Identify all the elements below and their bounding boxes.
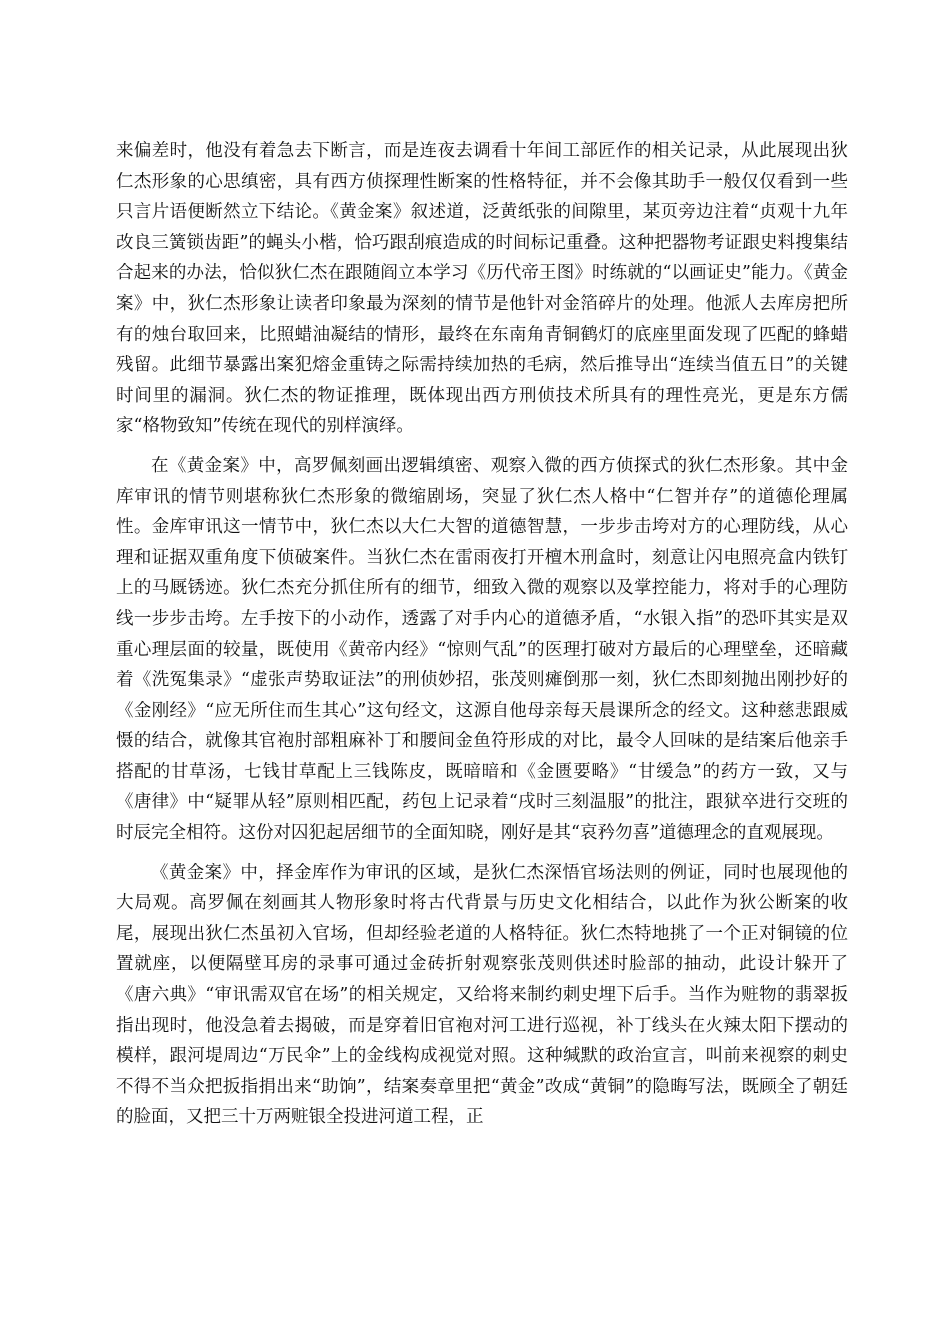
document-page [116, 136, 848, 1133]
paragraph-2: 在《黄金案》中，高罗佩刻画出逻辑缜密、观察入微的西方侦探式的狄仁杰形象。其中金库审讯的情节则堪称狄仁杰形象的微缩剧场，突显了狄仁杰人格中“仁智并存”的道德伦理属性。金库审讯这一情节中，狄仁杰以大仁大智的道德智慧，一步步击垮对方的心理防线，从心理和证据双重角度下侦破案件。当狄仁杰在雷雨夜打开檀木刑盒时，刻意让闪电照亮盒内铁钉上的马厩锈迹。狄仁杰充分抓住所有的细节，细致入微的观察以及掌控能力，将对手的心理防线一步步击垮。左手按下的小动作，透露了对手内心的道德矛盾，“水银入指”的恐吓其实是双重心理层面的较量，既使用《黄帝内经》“惊则气乱”的医理打破对方最后的心理壁垒，还暗藏着《洗冤集录》“虚张声势取证法”的刑侦妙招，张茂则瘫倒那一刻，狄仁杰即刻抛出刚抄好的《金刚经》“应无所住而生其心”这句经文，这源自他母亲每天晨课所念的经文。这种慈悲跟威慑的结合，就像其官袍肘部粗麻补丁和腰间金鱼符形成的对比，最令人回味的是结案后他亲手搭配的甘草汤，七钱甘草配上三钱陈皮，既暗暗和《金匮要略》“甘缓急”的药方一致，又与《唐律》中“疑罪从轻”原则相匹配，药包上记录着“戌时三刻温服”的批注，跟狱卒进行交班的时辰完全相符。这份对囚犯起居细节的全面知晓，刚好是其“哀矜勿喜”道德理念的直观展现。 [116, 455, 848, 844]
paragraph-1: 来偏差时，他没有着急去下断言，而是连夜去调看十年间工部匠作的相关记录，从此展现出狄仁杰形象的心思缜密，具有西方侦探理性断案的性格特征，并不会像其助手一般仅仅看到一些只言片语便断然立下结论。《黄金案》叙述道，泛黄纸张的间隙里，某页旁边注着“贞观十九年改良三簧锁齿距”的蝇头小楷，恰巧跟刮痕造成的时间标记重叠。这种把器物考证跟史料搜集结合起来的办法，恰似狄仁杰在跟随阎立本学习《历代帝王图》时练就的“以画证史”能力。《黄金案》中，狄仁杰形象让读者印象最为深刻的情节是他针对金箔碎片的处理。他派人去库房把所有的烛台取回来，比照蜡油凝结的情形，最终在东南角青铜鹤灯的底座里面发现了匹配的蜂蜡残留。此细节暴露出案犯熔金重铸之际需持续加热的毛病，然后推导出“连续当值五日”的关键时间里的漏洞。狄仁杰的物证推理，既体现出西方刑侦技术所具有的理性亮光，更是东方儒家“格物致知”传统在现代的别样演绎。 [116, 141, 848, 437]
paragraph-3: 《黄金案》中，择金库作为审讯的区域，是狄仁杰深悟官场法则的例证，同时也展现他的大局观。高罗佩在刻画其人物形象时将古代背景与历史文化相结合，以此作为狄公断案的收尾，展现出狄仁杰虽初入官场，但却经验老道的人格特征。狄仁杰特地挑了一个正对铜镜的位置就座，以便隔壁耳房的录事可通过金砖折射观察张茂则供述时脸部的抽动，此设计躲开了《唐六典》“审讯需双官在场”的相关规定，又给将来制约刺史埋下后手。当作为赃物的翡翠扳指出现时，他没急着去揭破，而是穿着旧官袍对河工进行巡视，补丁线头在火辣太阳下摆动的模样，跟河堤周边“万民伞”上的金线构成视觉对照。这种缄默的政治宣言，叫前来视察的刺史不得不当众把扳指捐出来“助饷”，结案奏章里把“黄金”改成“黄铜”的隐晦写法，既顾全了朝廷的脸面，又把三十万两赃银全投进河道工程，正 [116, 862, 848, 1128]
